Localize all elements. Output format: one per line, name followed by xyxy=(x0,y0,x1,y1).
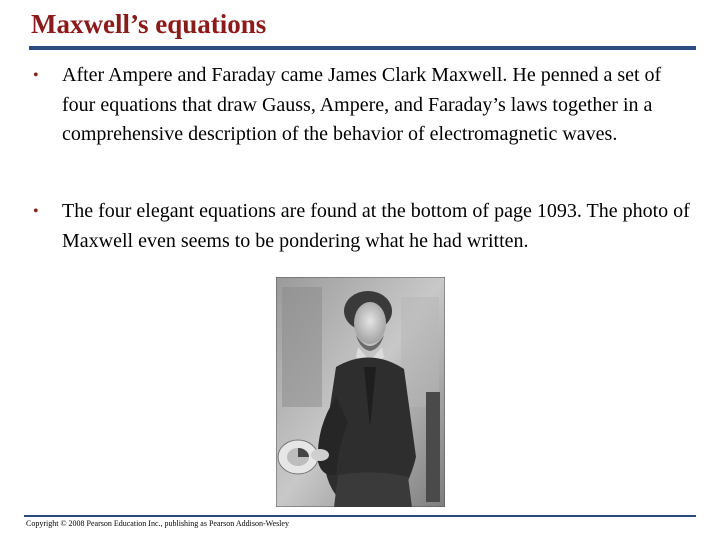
slide-title: Maxwell’s equations xyxy=(31,9,267,39)
copyright-footer: Copyright © 2008 Pearson Education Inc., publishing as Pearson Addison-Wesley xyxy=(26,519,289,528)
bullet-text: The four elegant equations are found at the bottom of page 1093. The photo of Maxwell even seems to be pondering what he had written. xyxy=(62,200,690,252)
bullet-item xyxy=(33,197,692,256)
bullet-item xyxy=(33,61,692,150)
bullet-icon: • xyxy=(33,67,39,84)
footer-rule xyxy=(24,515,696,517)
bullet-icon: • xyxy=(33,203,39,220)
title-underline xyxy=(29,46,696,50)
bullet-text: After Ampere and Faraday came James Clark Maxwell. He penned a set of four equations that draw Gauss, Ampere, and Faraday’s laws together in a comprehensive description of the behavior of electromagnetic waves. xyxy=(62,64,662,145)
maxwell-portrait-photo xyxy=(276,277,445,507)
